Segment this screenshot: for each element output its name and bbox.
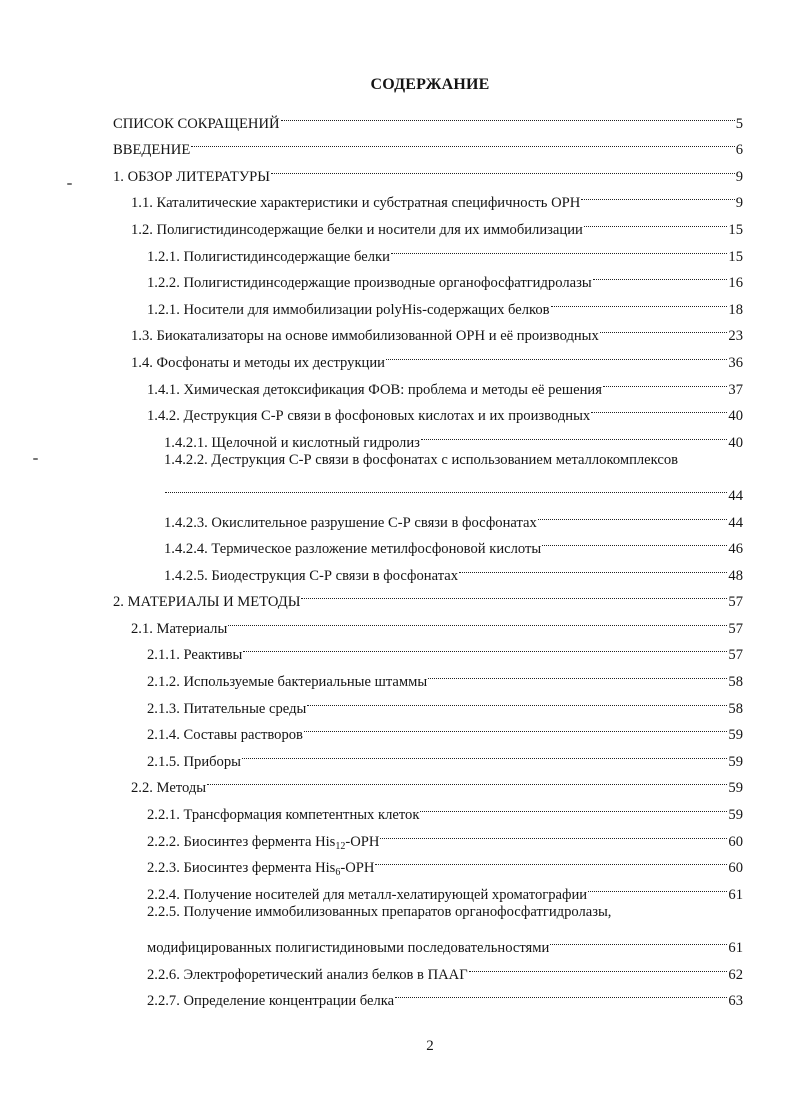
dot-leader (420, 792, 727, 819)
dot-leader (207, 766, 727, 793)
dot-leader (588, 872, 727, 899)
toc-entry-page: 60 (728, 833, 743, 850)
toc-entry[interactable] (0, 553, 743, 584)
dot-leader (469, 952, 728, 979)
toc-entry-label: 2.1.2. Используемые бактериальные штаммы (147, 674, 428, 691)
page-number: 2 (426, 1038, 434, 1054)
dot-leader (551, 287, 728, 314)
toc-entry-label: 1.4.2. Деструкция С-Р связи в фосфоновых кислотах и их производных (147, 408, 591, 425)
dot-leader (584, 207, 728, 234)
toc-entry[interactable] (0, 181, 743, 212)
toc-entry-page: 61 (728, 940, 743, 956)
toc-entry-page: 59 (728, 727, 743, 744)
toc-entry-label-text: 2.2.2. Биосинтез фермента His (147, 833, 336, 850)
toc-entry-page: 46 (728, 541, 743, 558)
toc-entry[interactable] (0, 766, 743, 797)
toc-entry-page: 9 (735, 195, 743, 212)
toc-entry-page: 62 (728, 966, 743, 983)
toc-entry-page: 48 (728, 567, 743, 584)
toc-entry-label: 2. МАТЕРИАЛЫ И МЕТОДЫ (113, 594, 301, 611)
toc-entry[interactable] (0, 792, 743, 824)
toc-entry[interactable] (0, 500, 743, 531)
dot-leader (542, 527, 727, 554)
toc-entry-label: 1.2.2. Полигистидинсодержащие производные органофосфатгидролазы (147, 275, 592, 292)
dot-leader (581, 181, 734, 208)
toc-entry-label: 1.1. Каталитические характеристики и субстратная специфичность OPH (131, 195, 581, 212)
page-title: СОДЕРЖАНИЕ (370, 76, 490, 93)
toc-entry-label: 1.2.1. Носители для иммобилизации polyHis-содержащих белков (147, 301, 550, 318)
dot-leader (538, 500, 728, 527)
toc-entry[interactable] (0, 154, 743, 185)
toc-entry[interactable] (0, 527, 743, 558)
toc-entry[interactable] (0, 101, 743, 132)
toc-entry[interactable] (0, 606, 743, 637)
toc-entry[interactable] (0, 686, 743, 717)
toc-entry-label: 2.1.4. Составы растворов (147, 727, 303, 744)
toc-entry[interactable] (0, 580, 743, 611)
dot-leader (421, 420, 728, 447)
toc-entry[interactable] (0, 340, 743, 371)
subscript: 12 (335, 840, 346, 852)
toc-entry-page: 57 (728, 594, 743, 611)
toc-entry-continuation[interactable] (0, 473, 743, 504)
dot-leader (591, 394, 727, 421)
dot-leader (304, 713, 727, 740)
toc-entry-label: 1.4. Фосфонаты и методы их деструкции (131, 354, 385, 371)
dot-leader (391, 234, 728, 261)
dot-leader (191, 128, 734, 155)
toc-entry-label: 2.2.1. Трансформация компетентных клеток (147, 807, 420, 824)
dot-leader (307, 686, 727, 713)
toc-entry-label: 2.1.5. Приборы (147, 753, 241, 770)
toc-entry-label-suffix: -OPH (340, 860, 375, 877)
table-of-contents (0, 101, 796, 1010)
toc-entry[interactable] (0, 952, 743, 983)
dot-leader (428, 659, 727, 686)
toc-entry-label: 2.2.4. Получение носителей для металл-хелатирующей хроматографии (147, 886, 588, 903)
toc-entry-label: 2.1.3. Питательные среды (147, 700, 307, 717)
toc-entry-label-continuation: модифицированных полигистидиновыми последовательностями (147, 940, 550, 956)
toc-entry-page: 16 (728, 275, 743, 292)
toc-entry[interactable] (0, 420, 743, 451)
dot-leader (600, 314, 728, 341)
toc-entry-label: ВВЕДЕНИЕ (113, 142, 191, 159)
toc-entry[interactable] (0, 234, 743, 265)
scan-speck (33, 458, 38, 460)
dot-leader (459, 553, 727, 580)
toc-entry-label: 2.2.7. Определение концентрации белка (147, 993, 395, 1010)
dot-leader (603, 367, 727, 394)
toc-entry[interactable] (0, 819, 743, 852)
toc-entry-page: 57 (728, 647, 743, 664)
toc-entry-label: 1.4.1. Химическая детоксификация ФОВ: проблема и методы её решения (147, 381, 602, 398)
toc-entry-page: 57 (728, 620, 743, 637)
toc-entry-label: 2.2. Методы (131, 780, 207, 797)
toc-entry-label: 1.2.1. Полигистидинсодержащие белки (147, 248, 390, 265)
dot-leader (301, 580, 727, 607)
toc-entry[interactable] (0, 394, 743, 425)
toc-entry-label: 1.4.2.3. Окислительное разрушение С-Р связи в фосфонатах (164, 514, 537, 531)
toc-entry[interactable] (0, 207, 743, 238)
toc-entry[interactable] (0, 659, 743, 691)
toc-entry-label: 1.3. Биокатализаторы на основе иммобилизованной OPH и её производных (131, 328, 599, 345)
dot-leader (380, 819, 727, 846)
toc-entry-label: 1.4.2.5. Биодеструкция С-Р связи в фосфонатах (164, 567, 459, 584)
toc-entry-page: 36 (728, 354, 743, 371)
toc-entry-page: 6 (735, 142, 743, 159)
dot-leader (281, 101, 735, 128)
dot-leader (243, 633, 727, 660)
toc-entry-page: 59 (728, 780, 743, 797)
toc-entry-page: 61 (728, 886, 743, 903)
toc-entry-label: 1.4.2.4. Термическое разложение метилфосфоновой кислоты (164, 541, 542, 558)
toc-entry-page: 5 (735, 115, 743, 132)
toc-entry[interactable] (0, 979, 743, 1010)
toc-entry-label: 2.2.6. Электрофоретический анализ белков в ПААГ (147, 966, 468, 983)
toc-entry[interactable] (0, 633, 743, 664)
toc-entry-label: 2.1.1. Реактивы (147, 647, 243, 664)
toc-entry-page: 9 (735, 168, 743, 185)
toc-entry-page: 40 (728, 408, 743, 425)
toc-entry[interactable] (0, 899, 743, 926)
toc-entry-label: 2.1. Материалы (131, 620, 228, 637)
toc-entry-page: 44 (728, 514, 743, 531)
toc-entry-page: 40 (728, 434, 743, 451)
toc-entry[interactable] (0, 261, 743, 292)
dot-leader (271, 154, 735, 181)
toc-entry[interactable] (0, 447, 743, 474)
subscript: 6 (335, 867, 341, 879)
toc-entry-label-suffix: -OPH (345, 833, 380, 850)
toc-entry-page: 59 (728, 753, 743, 770)
toc-entry-label: СПИСОК СОКРАЩЕНИЙ (113, 115, 280, 132)
toc-entry-page: 60 (728, 860, 743, 877)
toc-entry-page: 63 (728, 993, 743, 1010)
toc-entry[interactable] (0, 287, 743, 318)
toc-entry-label: 1.4.2.2. Деструкция С-Р связи в фосфонатах с использованием металлокомплексов (164, 451, 679, 468)
toc-entry-page: 58 (728, 700, 743, 717)
dot-leader (242, 739, 727, 766)
dot-leader (228, 606, 727, 633)
scan-speck (67, 183, 72, 185)
dot-leader (375, 846, 727, 873)
toc-entry[interactable] (0, 314, 743, 345)
toc-entry[interactable] (0, 367, 743, 398)
toc-entry-page: 58 (728, 674, 743, 691)
dot-leader (593, 261, 728, 288)
toc-entry[interactable] (0, 846, 743, 879)
toc-entry[interactable] (0, 128, 743, 159)
dot-leader (550, 925, 727, 952)
dot-leader (395, 979, 727, 1006)
toc-entry-label: 1.4.2.1. Щелочной и кислотный гидролиз (164, 434, 420, 451)
toc-entry-continuation[interactable] (0, 925, 743, 956)
toc-entry-page: 15 (728, 248, 743, 265)
toc-entry[interactable] (0, 739, 743, 770)
toc-entry-page: 18 (728, 301, 743, 318)
toc-entry-page: 44 (728, 487, 743, 504)
toc-entry[interactable] (0, 713, 743, 744)
toc-entry-page: 15 (728, 221, 743, 238)
toc-entry-page: 37 (728, 381, 743, 398)
dot-leader (386, 340, 727, 367)
toc-entry-page: 59 (728, 807, 743, 824)
toc-entry-page: 23 (728, 328, 743, 345)
dot-leader (165, 473, 727, 500)
toc-entry[interactable] (0, 872, 743, 903)
toc-entry-label: 1.2. Полигистидинсодержащие белки и носители для их иммобилизации (131, 221, 583, 238)
toc-entry-label: 2.2.5. Получение иммобилизованных препаратов органофосфатгидролазы, (147, 903, 612, 920)
toc-entry-label-text: 2.2.3. Биосинтез фермента His (147, 860, 336, 877)
toc-entry-label: 1. ОБЗОР ЛИТЕРАТУРЫ (113, 168, 270, 185)
